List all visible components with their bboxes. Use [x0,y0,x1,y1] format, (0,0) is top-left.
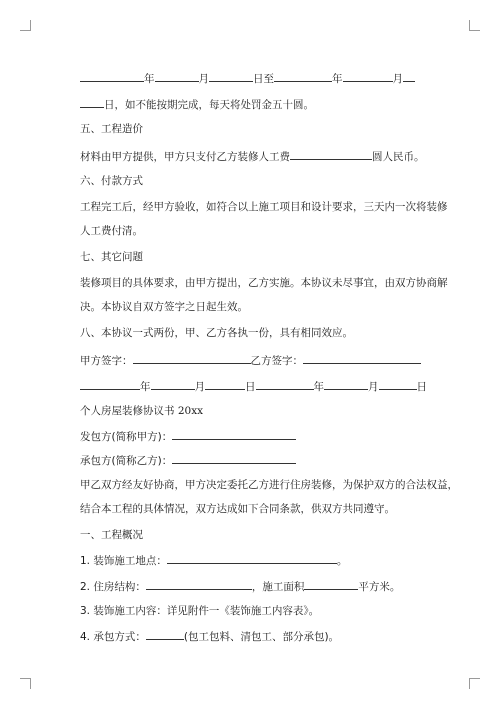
signature-line [80,352,421,368]
year-label: 年 [313,381,324,393]
blank-field [167,552,337,564]
item-4-options: (包工包料、清包工、部分承包)。 [183,631,340,643]
section-8: 八、本协议一式两份，甲、乙方各执一份，具有相同效应。 [80,327,353,339]
blank-field [209,70,253,82]
blank-field [343,70,393,82]
blank-field [151,378,195,390]
contractor-label: 承包方(简称乙方)： [80,455,173,467]
blank-field [205,378,245,390]
month-label: 月 [368,381,379,393]
intro-line-2: 结合本工程的具体情况，双方达成如下合同条款，供双方共同遵守。 [80,503,395,515]
item-1-location [80,552,347,568]
crop-mark-bottom-left [20,678,31,689]
crop-mark-bottom-right [469,678,480,689]
blank-field [146,628,184,640]
item-2-label: 2. 住房结构： [80,581,146,593]
month-label: 月 [198,73,209,85]
crop-mark-top-right [469,20,480,31]
month-label: 月 [392,73,403,85]
item-4-contract-type [80,628,339,644]
item-2-area-label: ，施工面积 [251,581,305,593]
blank-field [155,70,199,82]
item-4-label: 4. 承包方式： [80,631,146,643]
blank-field [80,70,144,82]
day-to-label: 日至 [253,73,274,85]
blank-field [146,578,252,590]
part-1-title: 一、工程概况 [80,529,143,541]
date-range-line [80,70,415,86]
section-5-title: 五、工程造价 [80,123,143,135]
section-5-suffix: 圆人民币。 [372,151,425,163]
blank-field [403,70,415,82]
party-a-signature-label: 甲方签字： [80,355,133,367]
section-5-body [80,148,425,164]
item-2-structure [80,578,400,594]
section-7-body-line-2: 决。本协议自双方签字之日起生效。 [80,301,248,313]
year-label: 年 [140,381,151,393]
blank-field [256,378,314,390]
employer-label: 发包方(简称甲方)： [80,431,173,443]
second-document-title: 个人房屋装修协议书 20xx [80,405,204,417]
blank-field [80,378,140,390]
section-7-body-line-1: 装修项目的具体要求，由甲方提出，乙方实施。本协议未尽事宜，由双方协商解 [80,277,448,289]
section-5-text: 材料由甲方提供，甲方只支付乙方装修人工费 [80,151,290,163]
section-6-body-line-1: 工程完工后，经甲方验收，如符合以上施工项目和设计要求，三天内一次将装修 [80,201,448,213]
blank-field [172,428,296,440]
item-3-content: 3. 装饰施工内容：详见附件一《装饰施工内容表》。 [80,605,320,617]
contractor-line [80,452,296,468]
year-label: 年 [144,73,155,85]
item-1-label: 1. 装饰施工地点： [80,555,167,567]
day-label: 日 [416,381,427,393]
item-2-unit: 平方米。 [358,581,401,593]
item-1-suffix: 。 [336,555,348,567]
blank-field [80,96,104,108]
day-label: 日 [245,381,256,393]
blank-field [379,378,417,390]
signature-field [133,352,251,364]
blank-field [274,70,332,82]
signature-date-line [80,378,427,394]
year-label: 年 [332,73,343,85]
penalty-text: 日，如不能按期完成，每天将处罚金五十圆。 [104,99,314,111]
section-6-body-line-2: 人工费付清。 [80,225,143,237]
blank-field [290,148,372,160]
signature-field [303,352,421,364]
party-b-signature-label: 乙方签字： [250,355,303,367]
blank-field [304,578,358,590]
section-6-title: 六、付款方式 [80,175,143,187]
penalty-line [80,96,314,112]
crop-mark-top-left [20,20,31,31]
intro-line-1: 甲乙双方经友好协商，甲方决定委托乙方进行住房装修，为保护双方的合法权益， [80,479,458,491]
month-label: 月 [194,381,205,393]
blank-field [172,452,296,464]
section-7-title: 七、其它问题 [80,251,143,263]
employer-line [80,428,296,444]
blank-field [324,378,368,390]
